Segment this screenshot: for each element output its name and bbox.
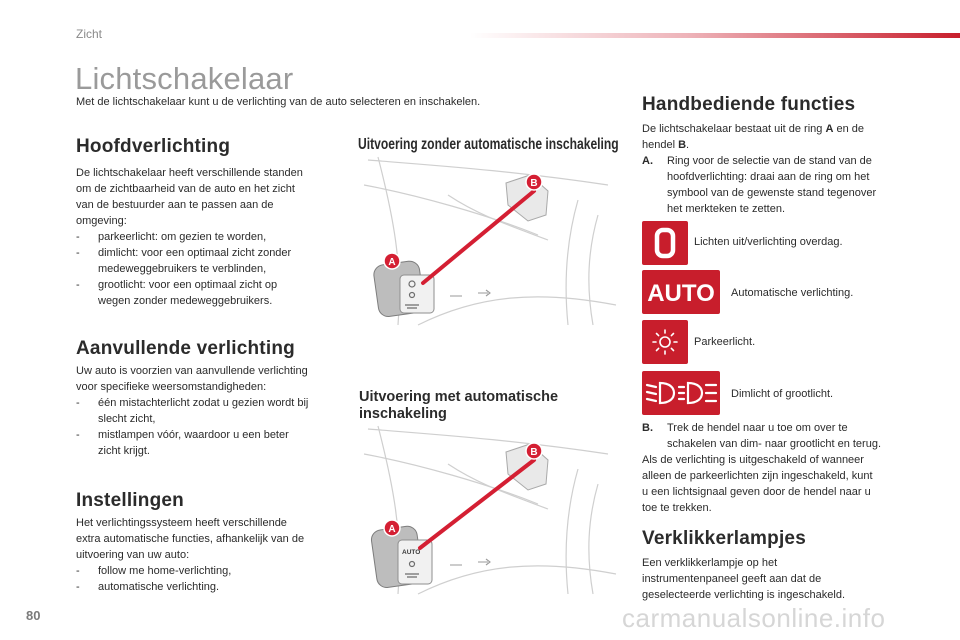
hand-intro-1: [642, 137, 912, 153]
mode-label-parking: Parkeerlicht.: [694, 336, 756, 348]
auto-symbol-text: AUTO: [647, 280, 715, 307]
item-key: A.: [642, 155, 653, 167]
list-text: hoofdverlichting: draai aan de ring om het: [667, 171, 870, 183]
list-text: wegen zonder medeweggebruikers.: [98, 295, 273, 307]
callout-b: B: [530, 178, 538, 189]
list-text: medeweggebruikers te verblinden,: [98, 263, 267, 275]
aanvullende-text: [76, 363, 346, 459]
zero-symbol: [642, 221, 688, 265]
list-text: dimlicht: voor een optimaal zicht zonder: [98, 247, 292, 259]
hand-intro-0: [642, 121, 912, 137]
inst-line-0: Het verlichtingssysteem heeft verschillende: [76, 517, 287, 529]
mode-label-off: Lichten uit/verlichting overdag.: [694, 236, 843, 248]
stalk-manual-drawing: [358, 155, 620, 330]
hand-intro-post: .: [686, 139, 690, 151]
list-text: Trek de hendel naar u toe om over te: [667, 422, 848, 434]
instellingen-text: [76, 515, 346, 595]
extra-line-2: u een lichtsignaal geven door de hendel naar u: [642, 486, 871, 498]
hand-intro-a: A: [825, 123, 834, 135]
list-dash: -: [76, 429, 80, 441]
hand-intro-mid: en de: [833, 123, 864, 135]
list-dash: -: [76, 565, 80, 577]
handbediende-text: [642, 121, 912, 217]
list-item: [642, 153, 912, 217]
callout-a: A: [388, 524, 396, 535]
page-number: 80: [26, 608, 41, 623]
aanv-line-0: Uw auto is voorzien van aanvullende verlichting: [76, 365, 308, 377]
mode-label-auto: Automatische verlichting.: [731, 287, 854, 299]
list-text: slecht zicht,: [98, 413, 156, 425]
heading-met-line-0: Uitvoering met automatische: [359, 389, 559, 405]
list-item: [76, 229, 346, 245]
illustration-stalk-auto: [358, 424, 620, 596]
hoofd-line-2: van de bestuurder aan te passen aan de: [76, 199, 274, 211]
mode-label-headlight: Dimlicht of grootlicht.: [731, 388, 834, 400]
list-item: [76, 427, 346, 459]
heading-handbediende: Handbediende functies: [642, 94, 856, 115]
list-text: parkeerlicht: om gezien te worden,: [98, 231, 267, 243]
parking-light-icon: [642, 320, 688, 364]
list-dash: -: [76, 231, 80, 243]
extra-line-0: Als de verlichting is uitgeschakeld of wanneer: [642, 454, 864, 466]
verklikker-text: [642, 555, 912, 603]
headlight-symbol: [642, 371, 720, 415]
inst-line-1: extra automatische functies, afhankelijk van de: [76, 533, 305, 545]
heading-verklikker: Verklikkerlampjes: [642, 528, 806, 549]
heading-aanvullende: Aanvullende verlichting: [76, 338, 295, 359]
list-item: [76, 277, 346, 309]
inst-line-2: uitvoering van uw auto:: [76, 549, 190, 561]
list-text: schakelen van dim- naar grootlicht en terug.: [667, 438, 882, 450]
list-item: [76, 245, 346, 277]
hand-intro-b: B: [678, 139, 687, 151]
aanv-line-1: voor specifieke weersomstandigheden:: [76, 381, 267, 393]
list-text: Ring voor de selectie van de stand van de: [667, 155, 872, 167]
hoofdverlichting-text: [76, 165, 346, 309]
hand-intro-pre: De lichtschakelaar bestaat uit de ring: [642, 123, 826, 135]
list-text: mistlampen vóór, waardoor u een beter: [98, 429, 289, 441]
illustration-stalk-manual: [358, 155, 620, 330]
list-dash: -: [76, 247, 80, 259]
list-text: symbool van de gewenste stand tegenover: [667, 187, 877, 199]
watermark: carmanualsonline.info: [622, 603, 886, 633]
hoofd-line-3: omgeving:: [76, 215, 127, 227]
list-text: follow me home-verlichting,: [98, 565, 232, 577]
heading-met-auto: [359, 389, 558, 423]
list-item: [642, 420, 922, 452]
hoofd-line-0: De lichtschakelaar heeft verschillende standen: [76, 167, 303, 179]
header-accent-bar: [470, 33, 960, 38]
list-dash: -: [76, 581, 80, 593]
auto-icon: [642, 270, 720, 314]
stalk-auto-drawing: [358, 424, 620, 596]
heading-zonder-text: Uitvoering zonder automatische inschakeling: [358, 136, 619, 153]
list-text: zicht krijgt.: [98, 445, 150, 457]
zero-icon: [642, 221, 688, 265]
list-item: [76, 563, 346, 579]
heading-met-line-1: inschakeling: [359, 406, 447, 422]
list-text: het merkteken te zetten.: [667, 203, 786, 215]
hoofd-line-1: om de zichtbaarheid van de auto en het zicht: [76, 183, 295, 195]
verk-line-0: Een verklikkerlampje op het: [642, 557, 778, 569]
heading-instellingen: Instellingen: [76, 490, 184, 511]
heading-hoofdverlichting: Hoofdverlichting: [76, 136, 231, 157]
handbediende-b-text: [642, 420, 922, 516]
list-item: [76, 395, 346, 427]
list-dash: -: [76, 279, 80, 291]
list-text: automatische verlichting.: [98, 581, 220, 593]
callout-a: A: [388, 257, 396, 268]
parking-symbol: [642, 320, 688, 364]
stalk-auto-label: AUTO: [402, 549, 421, 556]
list-item: [76, 579, 346, 595]
hand-intro-pre2: hendel: [642, 139, 679, 151]
section-label: Zicht: [76, 27, 103, 41]
verk-line-2: geselecteerde verlichting is ingeschakeld.: [642, 589, 846, 601]
page-title: Lichtschakelaar: [75, 61, 294, 96]
list-text: één mistachterlicht zodat u gezien wordt bij: [98, 397, 309, 409]
auto-symbol: [642, 270, 720, 314]
verk-line-1: instrumentenpaneel geeft aan dat de: [642, 573, 822, 585]
headlight-icon: [642, 371, 720, 415]
intro-text: Met de lichtschakelaar kunt u de verlichting van de auto selecteren en inschakelen.: [76, 96, 481, 108]
list-text: grootlicht: voor een optimaal zicht op: [98, 279, 278, 291]
item-key: B.: [642, 422, 653, 434]
extra-line-1: alleen de parkeerlichten zijn ingeschakeld, kunt: [642, 470, 873, 482]
list-dash: -: [76, 397, 80, 409]
extra-line-3: toe te trekken.: [642, 502, 712, 514]
callout-b: B: [530, 447, 538, 458]
